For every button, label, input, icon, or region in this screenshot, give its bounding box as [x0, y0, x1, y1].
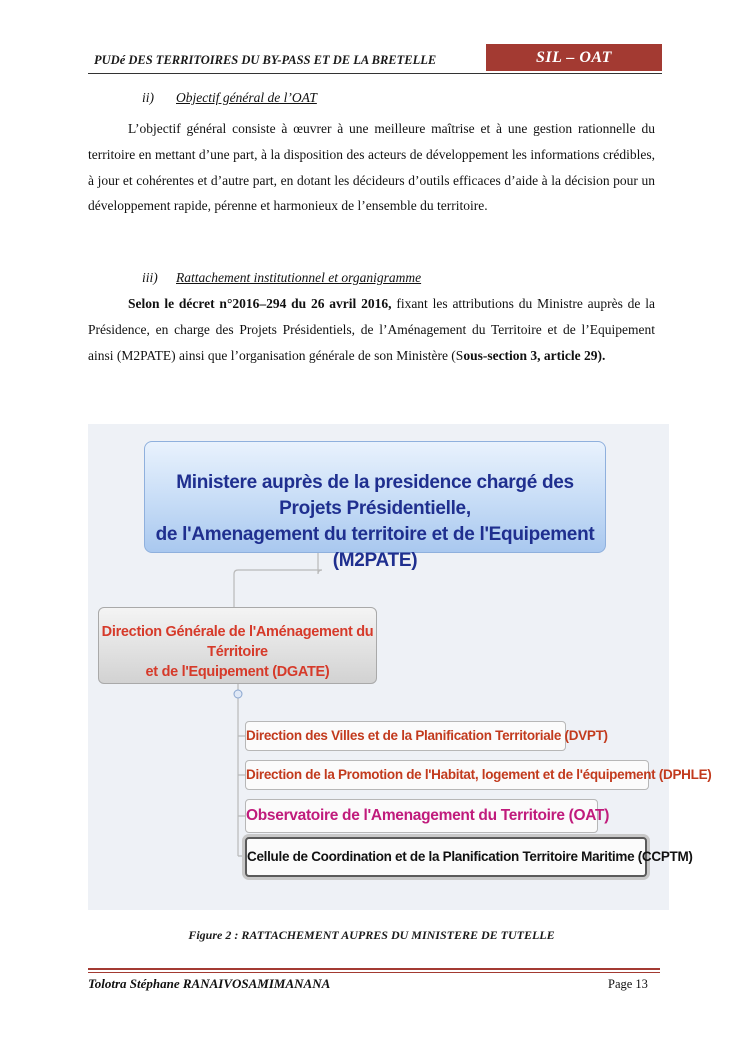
- footer-author: Tolotra Stéphane RANAIVOSAMIMANANA: [88, 976, 331, 991]
- org-node-dgate: [98, 607, 377, 684]
- section-heading-3: [142, 270, 421, 286]
- section-heading-2: [142, 90, 317, 106]
- header-rule: [88, 73, 662, 74]
- article-reference: ous-section 3, article 29).: [463, 347, 606, 363]
- org-chart-figure: [88, 424, 712, 910]
- org-node-oat: Observatoire de l'Amenagement du Territoire (OAT): [245, 799, 598, 833]
- paragraph-text: L’objectif général consiste à œuvrer à une meilleure maîtrise et à une gestion rationnelle du territoire en mettant d’une part, à la disposition des acteurs de développement les informations crédibles, à jour et cohérentes et d’autre part, en dotant les décideurs d’outils efficaces d’aide à la décision pour un développement rapide, pérenne et harmonieux de l’ensemble du territoire.: [88, 121, 655, 214]
- section-number: iii): [142, 270, 158, 285]
- section-title: Rattachement institutionnel et organigramme: [176, 270, 422, 285]
- footer-rule: [88, 972, 660, 973]
- org-node-dvpt: Direction des Villes et de la Planification Territoriale (DVPT): [245, 721, 566, 751]
- paragraph-rattachement: [88, 291, 655, 368]
- org-node-line: de l'Amenagement du territoire et de l'Equipement (M2PATE): [155, 524, 595, 571]
- decree-reference: Selon le décret n°2016–294 du 26 avril 2016,: [128, 296, 392, 311]
- paragraph-text: fixant les attributions du Ministre auprès de la Présidence, en charge des Projets Présidentiels, de l’Aménagement du Territoire et de l’Equipement ainsi (M2PATE) ainsi que l’organisation générale de son Ministère (S: [88, 296, 655, 363]
- section-number: ii): [142, 90, 154, 105]
- footer-rule: [88, 968, 660, 970]
- page-number: Page 13: [608, 977, 648, 991]
- figure-caption: Figure 2 : RATTACHEMENT AUPRES DU MINISTERE DE TUTELLE: [188, 928, 555, 942]
- header-badge: SIL – OAT: [486, 44, 662, 71]
- paragraph-objectif: [88, 116, 655, 219]
- org-node-line: Ministere auprès de la presidence chargé des Projets Présidentielle,: [176, 472, 574, 519]
- section-title: Objectif général de l’OAT: [176, 90, 317, 105]
- org-node-m2pate: [144, 441, 606, 571]
- header-title: PUDé DES TERRITOIRES DU BY-PASS ET DE LA BRETELLE: [94, 53, 437, 67]
- org-node-line: Direction Générale de l'Aménagement du Térritoire: [101, 624, 374, 660]
- page-header: [88, 44, 662, 74]
- org-node-line: et de l'Equipement (DGATE): [145, 664, 330, 680]
- org-node-dphle: Direction de la Promotion de l'Habitat, logement et de l'équipement (DPHLE): [245, 760, 649, 790]
- org-node-ccptm: Cellule de Coordination et de la Planification Territoire Maritime (CCPTM): [245, 837, 647, 877]
